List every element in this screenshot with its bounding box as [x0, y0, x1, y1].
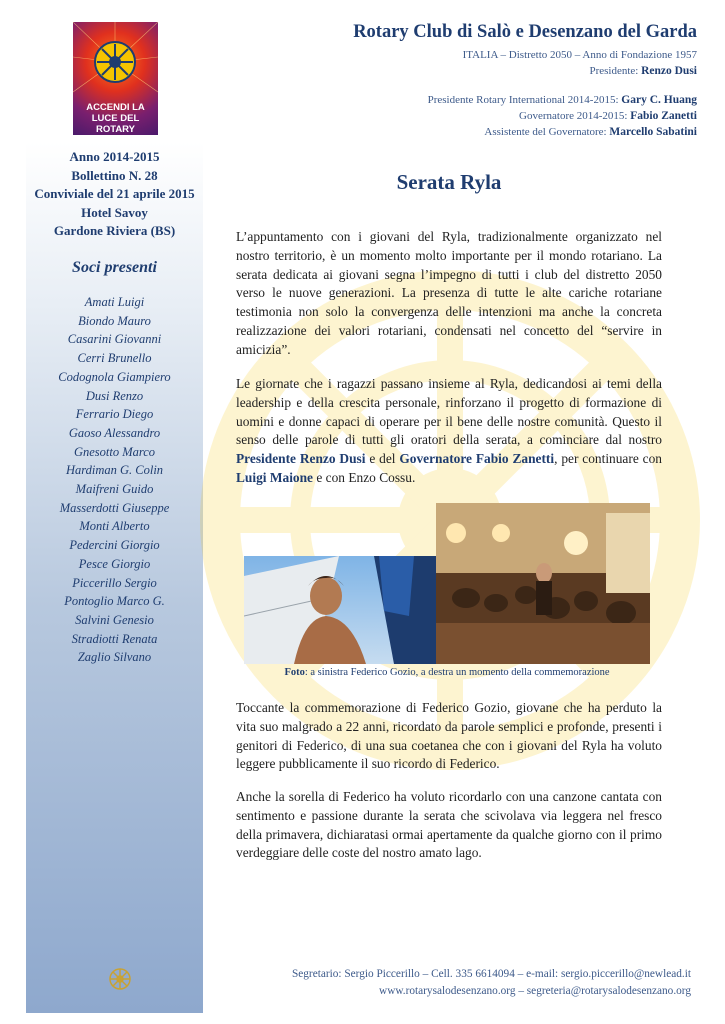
- hotel: Hotel Savoy: [81, 204, 148, 220]
- list-item: Zaglio Silvano: [77, 650, 152, 665]
- list-item: Amati Luigi: [84, 295, 145, 309]
- list-item: Stradiotti Renata: [71, 631, 158, 646]
- rotary-logo: [73, 22, 158, 135]
- anno: Anno 2014-2015: [69, 149, 160, 164]
- list-item: Dusi Renzo: [85, 388, 144, 403]
- list-item: Biondo Mauro: [78, 313, 151, 328]
- italia-line: ITALIA – Distretto 2050 – Anno di Fondazione 1957: [462, 49, 697, 61]
- bollettino: Bollettino N. 28: [71, 167, 158, 183]
- logo-text: [73, 102, 158, 135]
- paragraph-3: Toccante la commemorazione di Federico Gozio, giovane che ha perduto la vita suo malgrado a 22 anni, ricordato da parole semplici e profonde, presenti i genitori di Federico, di una sua coetanea che con i giovani del Ryla ha voluto leggere pubblicamente il suo ricordo di Federico.: [236, 700, 662, 772]
- gov-label: Governatore 2014-2015:: [519, 110, 631, 122]
- list-item: Monti Alberto: [79, 519, 150, 534]
- assistant-line: [353, 124, 697, 140]
- list-item: Codognola Giampiero: [58, 369, 171, 384]
- ri-label: Presidente Rotary International 2014-2015:: [427, 94, 622, 106]
- list-item: Pontoglio Marco G.: [64, 594, 165, 609]
- logo-line-1: ACCENDI LA: [86, 102, 145, 113]
- asst-name: Marcello Sabatini: [609, 126, 697, 138]
- page-header: [353, 22, 697, 140]
- photo-federico-gozio: [244, 556, 436, 664]
- conviviale: Conviviale del 21 aprile 2015: [34, 186, 195, 201]
- gov-name: Fabio Zanetti: [630, 110, 697, 122]
- p2-text: , per continuare con: [554, 451, 662, 467]
- list-item: Ferrario Diego: [75, 407, 154, 422]
- list-item: Cerri Brunello: [77, 351, 152, 366]
- caption-label: Foto: [284, 667, 305, 678]
- ri-president-line: [353, 92, 697, 108]
- presidente-line: [353, 63, 697, 79]
- list-item: Masserdotti Giuseppe: [59, 500, 170, 515]
- presidente-label: Presidente:: [589, 65, 642, 77]
- list-item: Maifreni Guido: [75, 482, 154, 497]
- photo-commemorazione: [436, 503, 650, 664]
- p2-presidente: Presidente Renzo Dusi: [236, 451, 366, 467]
- logo-line-2: LUCE DEL ROTARY: [91, 113, 140, 135]
- p2-governatore: Governatore Fabio Zanetti: [399, 451, 555, 467]
- presidente-name: Renzo Dusi: [641, 65, 697, 77]
- list-item: Pedercini Giorgio: [69, 538, 160, 553]
- article-title: Serata Ryla: [396, 170, 502, 194]
- photo-caption: [244, 667, 650, 678]
- list-item: Hardiman G. Colin: [65, 463, 164, 478]
- p2-maione: Luigi Maione: [236, 469, 314, 485]
- paragraph-2: [236, 375, 662, 488]
- page-footer: [292, 966, 691, 1000]
- soci-title: Soci presenti: [72, 259, 157, 276]
- soci-list: [26, 293, 203, 667]
- governor-line: [353, 108, 697, 124]
- list-item: Salvini Genesio: [75, 612, 154, 627]
- club-name: Rotary Club di Salò e Desenzano del Garda: [353, 22, 697, 42]
- p2-text: Le giornate che i ragazzi passano insieme al Ryla, dedicandosi ai temi della leadership e della crescita personale, rinforzano il progetto di formazione di uomini e donne capaci di operare per il bene delle nostre comunità. Questo il senso delle parole di tutti gli oratori della serata, a cominciare dal nostro: [236, 376, 662, 448]
- list-item: Casarini Giovanni: [67, 332, 162, 347]
- p2-text: e con Enzo Cossu.: [313, 469, 416, 485]
- ri-name: Gary C. Huang: [621, 94, 697, 106]
- asst-label: Assistente del Governatore:: [484, 126, 610, 138]
- paragraph-1: L’appuntamento con i giovani del Ryla, tradizionalmente organizzato nel nostro territorio, è un momento molto importante per il mondo rotariano. La serata dedicata ai giovani segna l’impegno di tutti i club del distretto 2050 verso le nuove generazioni. La presenza di tutte le alte cariche rotariane testimonia non solo la convergenza delle intenzioni ma anche la concreta realizzazione dei valori rotariani, condensati nel concetto del “servire in amicizia”.: [236, 229, 662, 357]
- footer-links: www.rotarysalodesenzano.org – segreteria@rotarysalodesenzano.org: [379, 985, 691, 997]
- footer-secretary: Segretario: Sergio Piccerillo – Cell. 335 6614094 – e-mail: sergio.piccerillo@newlead.it: [291, 968, 691, 980]
- paragraph-4: Anche la sorella di Federico ha voluto ricordarlo con una canzone cantata con sentimento e passione durante la serata che scivolava via leggera nel fresco della primavera, dichiaratasi ormai apertamente da qualche giorno con il primo verdeggiare delle coste del nostro amato lago.: [236, 789, 662, 861]
- list-item: Piccerillo Sergio: [72, 575, 157, 590]
- caption-text: : a sinistra Federico Gozio, a destra un momento della commemorazione: [304, 667, 610, 678]
- location: Gardone Riviera (BS): [53, 223, 176, 238]
- p2-text: e del: [365, 451, 400, 467]
- bulletin-info: [26, 148, 203, 241]
- list-item: Gnesotto Marco: [73, 444, 156, 459]
- list-item: Gaoso Alessandro: [68, 425, 161, 440]
- rotary-wheel-icon: [108, 967, 132, 991]
- list-item: Pesce Giorgio: [78, 556, 151, 571]
